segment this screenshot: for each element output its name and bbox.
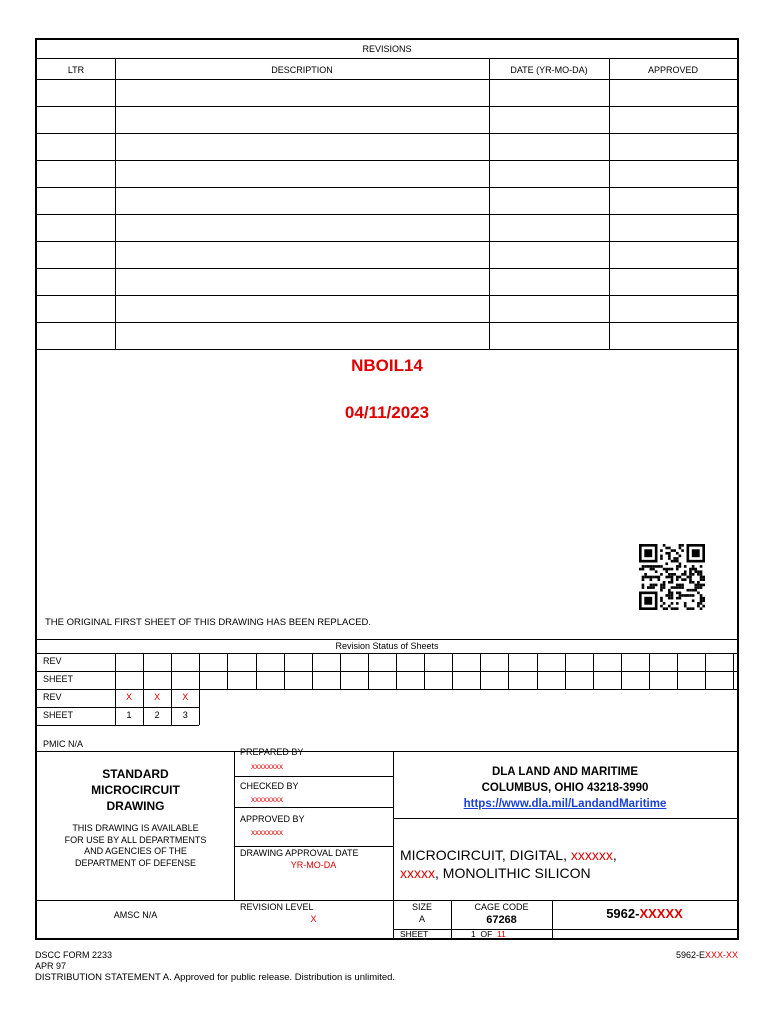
- rule: [312, 653, 313, 671]
- rule: [565, 671, 566, 689]
- status-cell: X: [126, 692, 133, 702]
- rule: [368, 653, 369, 671]
- rule: [621, 671, 622, 689]
- status-cell: 1: [126, 710, 132, 720]
- description-line-2: [400, 864, 617, 882]
- rule: [480, 653, 481, 671]
- rule: [199, 671, 200, 689]
- cage-code-label: CAGE CODE: [474, 902, 529, 912]
- stamp-code: NBOIL14: [351, 356, 423, 375]
- stamp-date: 04/11/2023: [344, 403, 430, 422]
- document-number-prefix: 5962-E: [675, 950, 705, 960]
- table-row: [37, 268, 737, 295]
- amsc-label: AMSC N/A: [113, 910, 158, 920]
- standard-microcircuit-drawing-title: [37, 766, 234, 814]
- rule: [537, 653, 538, 671]
- availability-line: THIS DRAWING IS AVAILABLE: [72, 823, 199, 833]
- rule: [199, 653, 200, 671]
- sheet-label: SHEET: [400, 929, 429, 939]
- sheet-of: OF: [480, 929, 493, 939]
- rule: [677, 653, 678, 671]
- rule: [37, 58, 737, 59]
- description-line-1: [400, 846, 617, 864]
- approval-date-value: YR-MO-DA: [290, 860, 337, 870]
- description-header: DESCRIPTION: [271, 65, 333, 75]
- rule: [593, 653, 594, 671]
- rule: [234, 751, 235, 900]
- rule: [37, 725, 199, 726]
- agency-address: COLUMBUS, OHIO 43218-3990: [481, 782, 649, 794]
- rule: [424, 653, 425, 671]
- rule: [284, 653, 285, 671]
- description-variable: xxxxx: [400, 865, 435, 881]
- rule: [256, 653, 257, 671]
- description-text: ,: [612, 847, 617, 863]
- rule: [37, 751, 737, 752]
- sheet-total: 11: [497, 929, 506, 939]
- table-row: [37, 295, 737, 322]
- size-label: SIZE: [411, 902, 432, 912]
- status-cell: 2: [154, 710, 160, 720]
- table-row: [37, 160, 737, 187]
- cage-code-value: 67268: [486, 914, 517, 926]
- sheet-count: [471, 930, 506, 939]
- status-row-label: REV: [43, 692, 62, 702]
- rule: [733, 653, 734, 671]
- checked-by-value: xxxxxxxx: [251, 795, 283, 804]
- prepared-by-label: PREPARED BY: [240, 747, 304, 757]
- table-row: [37, 79, 737, 106]
- approved-by-value: xxxxxxxx: [251, 828, 283, 837]
- title-line: DRAWING: [106, 799, 165, 813]
- table-row: [37, 133, 737, 160]
- rule: [143, 653, 144, 671]
- rule: [649, 653, 650, 671]
- rule: [705, 671, 706, 689]
- rule: [340, 671, 341, 689]
- availability-line: FOR USE BY ALL DEPARTMENTS: [64, 834, 207, 845]
- size-value: A: [418, 914, 425, 924]
- rule: [677, 671, 678, 689]
- rule: [312, 671, 313, 689]
- availability-line: DEPARTMENT OF DEFENSE: [74, 857, 197, 868]
- table-row-line: [37, 349, 737, 350]
- rule: [508, 653, 509, 671]
- status-cell: 3: [182, 710, 188, 720]
- rule: [340, 653, 341, 671]
- rule: [234, 776, 393, 777]
- approved-header: APPROVED: [647, 65, 698, 75]
- rule: [37, 653, 737, 654]
- status-cell: X: [182, 692, 189, 702]
- date-header: DATE (YR-MO-DA): [510, 65, 588, 75]
- agency-name: DLA LAND AND MARITIME: [491, 766, 639, 778]
- table-row: [37, 187, 737, 214]
- table-row: [37, 241, 737, 268]
- revision-level-label: REVISION LEVEL: [240, 902, 314, 912]
- rule: [565, 653, 566, 671]
- rule: [508, 671, 509, 689]
- approved-by-label: APPROVED BY: [240, 814, 305, 824]
- rule: [396, 653, 397, 671]
- rule: [227, 653, 228, 671]
- pmic-label: PMIC N/A: [43, 739, 84, 749]
- rule: [621, 653, 622, 671]
- rule: [705, 653, 706, 671]
- document-number-variable: XXX-XX: [704, 950, 738, 960]
- rule: [396, 671, 397, 689]
- table-row: [37, 214, 737, 241]
- ltr-header: LTR: [67, 65, 85, 75]
- rule: [393, 929, 737, 930]
- rule: [199, 707, 200, 725]
- replaced-note: THE ORIGINAL FIRST SHEET OF THIS DRAWING HAS BEEN REPLACED.: [45, 617, 372, 628]
- rule: [37, 689, 737, 690]
- drawing-number-prefix: 5962-: [606, 906, 640, 921]
- table-row: [37, 106, 737, 133]
- status-cell: X: [154, 692, 161, 702]
- checked-by-label: CHECKED BY: [240, 781, 299, 791]
- rule: [37, 707, 199, 708]
- status-row-label: SHEET: [43, 710, 74, 720]
- description-variable: xxxxxx: [570, 847, 613, 863]
- rule: [115, 671, 116, 689]
- drawing-number: [552, 906, 737, 921]
- drawing-number-variable: XXXXX: [639, 906, 683, 921]
- rule: [171, 653, 172, 671]
- availability-line: AND AGENCIES OF THE: [84, 846, 187, 856]
- rule: [284, 671, 285, 689]
- drawing-frame: [35, 38, 739, 940]
- title-line: MICROCIRCUIT: [91, 783, 180, 797]
- revision-level-value: X: [310, 914, 317, 924]
- distribution-statement: DISTRIBUTION STATEMENT A. Approved for public release. Distribution is unlimited.: [35, 972, 396, 983]
- description-text: MICROCIRCUIT, DIGITAL,: [400, 847, 571, 863]
- rule: [37, 900, 737, 901]
- rule: [393, 818, 737, 819]
- rule: [452, 653, 453, 671]
- drawing-description: [400, 846, 617, 882]
- agency-block: [393, 764, 737, 812]
- availability-note: [37, 823, 234, 869]
- status-row-label: SHEET: [43, 674, 74, 684]
- form-number: DSCC FORM 2233: [35, 950, 113, 960]
- rule: [256, 671, 257, 689]
- rule: [143, 671, 144, 689]
- rule: [733, 671, 734, 689]
- rule: [37, 671, 737, 672]
- table-row: [37, 322, 737, 349]
- document-number: [676, 950, 738, 961]
- qr-code-icon: [639, 544, 705, 610]
- prepared-by-value: xxxxxxxx: [251, 762, 283, 771]
- rule: [424, 671, 425, 689]
- rule: [234, 846, 393, 847]
- rule: [593, 671, 594, 689]
- rule: [480, 671, 481, 689]
- rule: [227, 671, 228, 689]
- rule: [537, 671, 538, 689]
- description-text: , MONOLITHIC SILICON: [435, 865, 591, 881]
- form-date: APR 97: [35, 961, 67, 971]
- rule: [649, 671, 650, 689]
- rule: [452, 671, 453, 689]
- rule: [37, 639, 737, 640]
- rule: [171, 671, 172, 689]
- revision-status-title: Revision Status of Sheets: [335, 641, 439, 651]
- approval-date-label: DRAWING APPROVAL DATE: [240, 848, 359, 858]
- rule: [199, 689, 200, 707]
- rule: [115, 653, 116, 671]
- sheet-number: 1: [471, 929, 476, 939]
- rule: [368, 671, 369, 689]
- rule: [234, 807, 393, 808]
- title-line: STANDARD: [102, 767, 169, 781]
- status-row-label: REV: [43, 656, 62, 666]
- revisions-title: REVISIONS: [362, 44, 412, 54]
- agency-link[interactable]: https://www.dla.mil/LandandMaritime: [463, 798, 667, 810]
